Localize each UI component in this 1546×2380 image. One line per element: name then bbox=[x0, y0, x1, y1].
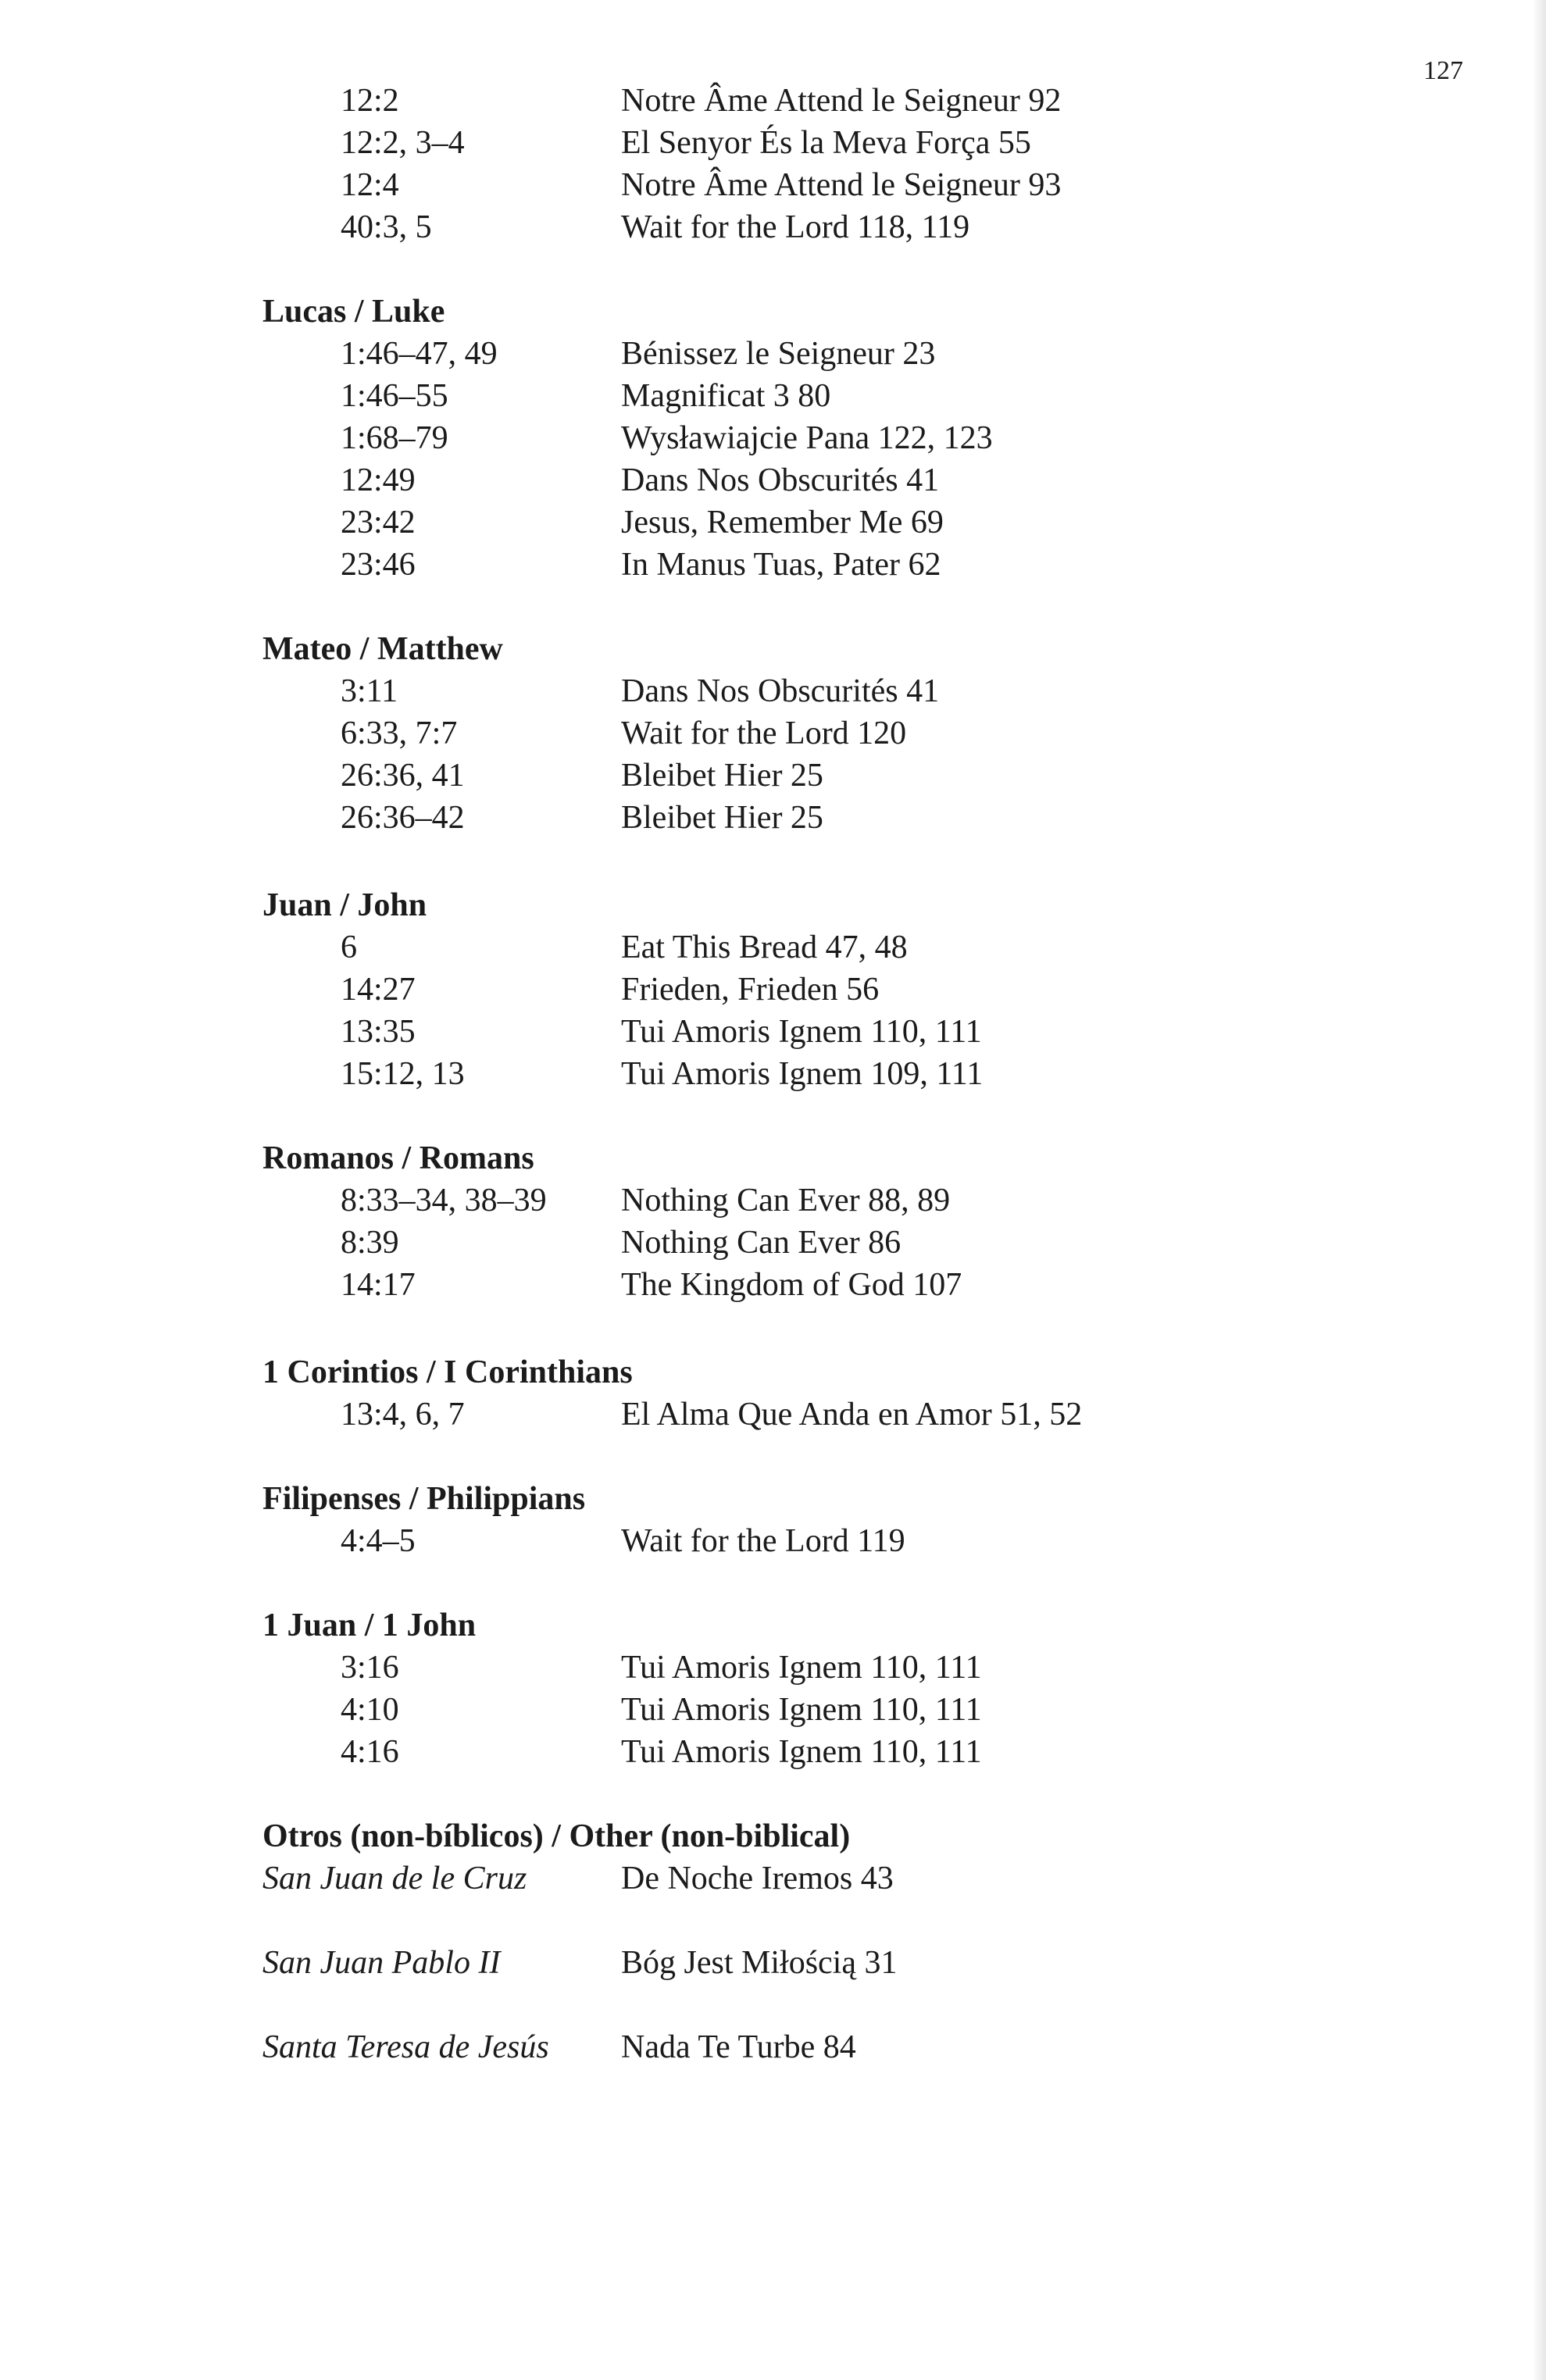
index-entry bbox=[262, 755, 1200, 797]
index-entry bbox=[262, 122, 1200, 164]
index-entry bbox=[262, 2026, 1200, 2068]
index-entry bbox=[262, 926, 1200, 969]
scripture-reference: 3:11 bbox=[341, 673, 398, 709]
scripture-reference: 8:39 bbox=[341, 1225, 399, 1261]
song-reference: Nada Te Turbe 84 bbox=[621, 2029, 856, 2065]
section-spacer bbox=[262, 1095, 1200, 1137]
scripture-reference: 15:12, 13 bbox=[341, 1056, 465, 1092]
song-reference: Tui Amoris Ignem 110, 111 bbox=[621, 1014, 982, 1050]
song-reference: Tui Amoris Ignem 110, 111 bbox=[621, 1734, 982, 1770]
song-reference: Wait for the Lord 120 bbox=[621, 715, 907, 751]
index-entry bbox=[262, 1179, 1200, 1222]
song-reference: Nothing Can Ever 88, 89 bbox=[621, 1183, 951, 1219]
scripture-reference: 12:4 bbox=[341, 167, 399, 203]
song-reference: Wysławiajcie Pana 122, 123 bbox=[621, 420, 993, 456]
scripture-reference: 40:3, 5 bbox=[341, 209, 432, 245]
scripture-reference: 4:16 bbox=[341, 1734, 399, 1770]
author-reference: San Juan Pablo II bbox=[262, 1945, 501, 1981]
index-entry bbox=[262, 1689, 1200, 1731]
index-entry bbox=[262, 1857, 1200, 1900]
entry-spacer bbox=[262, 1984, 1200, 2026]
entry-spacer bbox=[262, 1900, 1200, 1942]
song-reference: Frieden, Frieden 56 bbox=[621, 972, 880, 1008]
section-heading: Mateo / Matthew bbox=[262, 631, 503, 667]
song-reference: Bénissez le Seigneur 23 bbox=[621, 336, 936, 372]
section-heading: Juan / John bbox=[262, 887, 427, 923]
scripture-reference: 6:33, 7:7 bbox=[341, 715, 458, 751]
song-reference: Nothing Can Ever 86 bbox=[621, 1225, 902, 1261]
index-entry bbox=[262, 164, 1200, 206]
section-heading: Romanos / Romans bbox=[262, 1140, 534, 1176]
opening-entries bbox=[262, 80, 1200, 248]
section-1-john bbox=[262, 1604, 1200, 1773]
song-reference: El Senyor És la Meva Força 55 bbox=[621, 125, 1031, 161]
scripture-reference: 1:46–55 bbox=[341, 378, 448, 414]
scripture-reference: 13:35 bbox=[341, 1014, 416, 1050]
scripture-reference: 12:49 bbox=[341, 462, 416, 498]
section-spacer bbox=[262, 586, 1200, 628]
section-spacer bbox=[262, 1773, 1200, 1815]
index-entry bbox=[262, 670, 1200, 712]
index-entry bbox=[262, 206, 1200, 248]
song-reference: Bleibet Hier 25 bbox=[621, 758, 823, 794]
song-reference: Tui Amoris Ignem 109, 111 bbox=[621, 1056, 984, 1092]
index-entry bbox=[262, 417, 1200, 459]
scripture-reference: 4:4–5 bbox=[341, 1523, 416, 1559]
scripture-reference: 26:36, 41 bbox=[341, 758, 465, 794]
song-reference: Dans Nos Obscurités 41 bbox=[621, 462, 940, 498]
section-matthew bbox=[262, 628, 1200, 839]
scripture-reference: 1:46–47, 49 bbox=[341, 336, 498, 372]
song-reference: Notre Âme Attend le Seigneur 93 bbox=[621, 167, 1062, 203]
scripture-reference: 8:33–34, 38–39 bbox=[341, 1183, 547, 1219]
scripture-reference: 14:17 bbox=[341, 1267, 416, 1303]
song-reference: Tui Amoris Ignem 110, 111 bbox=[621, 1650, 982, 1686]
index-entry bbox=[262, 1393, 1200, 1436]
scripture-index bbox=[262, 80, 1200, 2068]
index-entry bbox=[262, 1942, 1200, 1984]
index-entry bbox=[262, 80, 1200, 122]
section-spacer bbox=[262, 1436, 1200, 1478]
song-reference: Wait for the Lord 118, 119 bbox=[621, 209, 970, 245]
scripture-reference: 4:10 bbox=[341, 1692, 399, 1728]
song-reference: Eat This Bread 47, 48 bbox=[621, 930, 908, 965]
index-entry bbox=[262, 1011, 1200, 1053]
index-entry bbox=[262, 1647, 1200, 1689]
section-heading: Otros (non-bíblicos) / Other (non-biblical) bbox=[262, 1818, 851, 1854]
section-spacer bbox=[262, 1306, 1200, 1351]
author-reference: Santa Teresa de Jesús bbox=[262, 2029, 549, 2065]
song-reference: De Noche Iremos 43 bbox=[621, 1861, 894, 1897]
scripture-reference: 26:36–42 bbox=[341, 800, 465, 836]
index-entry bbox=[262, 1731, 1200, 1773]
section-spacer bbox=[262, 839, 1200, 884]
song-reference: Magnificat 3 80 bbox=[621, 378, 831, 414]
scripture-reference: 14:27 bbox=[341, 972, 416, 1008]
page-number: 127 bbox=[1423, 56, 1463, 85]
scripture-reference: 1:68–79 bbox=[341, 420, 448, 456]
scripture-reference: 6 bbox=[341, 930, 357, 965]
section-heading: 1 Juan / 1 John bbox=[262, 1607, 477, 1643]
song-reference: Bóg Jest Miłością 31 bbox=[621, 1945, 898, 1981]
section-spacer bbox=[262, 1562, 1200, 1604]
song-reference: Wait for the Lord 119 bbox=[621, 1523, 905, 1559]
index-entry bbox=[262, 969, 1200, 1011]
song-reference: Bleibet Hier 25 bbox=[621, 800, 823, 836]
section-romans bbox=[262, 1137, 1200, 1306]
song-reference: Dans Nos Obscurités 41 bbox=[621, 673, 940, 709]
song-reference: The Kingdom of God 107 bbox=[621, 1267, 962, 1303]
index-entry bbox=[262, 544, 1200, 586]
page-edge-shadow bbox=[1532, 0, 1546, 2380]
index-entry bbox=[262, 375, 1200, 417]
song-reference: In Manus Tuas, Pater 62 bbox=[621, 547, 941, 583]
index-entry bbox=[262, 1222, 1200, 1264]
section-spacer bbox=[262, 248, 1200, 291]
section-others bbox=[262, 1815, 1200, 2068]
scripture-reference: 3:16 bbox=[341, 1650, 399, 1686]
index-entry bbox=[262, 1520, 1200, 1562]
index-entry bbox=[262, 712, 1200, 755]
scripture-reference: 13:4, 6, 7 bbox=[341, 1397, 465, 1433]
song-reference: Jesus, Remember Me 69 bbox=[621, 505, 944, 541]
section-philippians bbox=[262, 1478, 1200, 1562]
index-entry bbox=[262, 797, 1200, 839]
section-heading: Lucas / Luke bbox=[262, 294, 445, 330]
section-luke bbox=[262, 291, 1200, 586]
author-reference: San Juan de le Cruz bbox=[262, 1861, 527, 1897]
section-heading: 1 Corintios / I Corinthians bbox=[262, 1354, 633, 1390]
index-entry bbox=[262, 501, 1200, 544]
section-heading: Filipenses / Philippians bbox=[262, 1481, 586, 1517]
index-entry bbox=[262, 459, 1200, 501]
scripture-reference: 23:42 bbox=[341, 505, 416, 541]
song-reference: Notre Âme Attend le Seigneur 92 bbox=[621, 83, 1062, 119]
index-entry bbox=[262, 1264, 1200, 1306]
song-reference: El Alma Que Anda en Amor 51, 52 bbox=[621, 1397, 1083, 1433]
index-entry bbox=[262, 333, 1200, 375]
scripture-reference: 23:46 bbox=[341, 547, 416, 583]
scripture-reference: 12:2 bbox=[341, 83, 399, 119]
song-reference: Tui Amoris Ignem 110, 111 bbox=[621, 1692, 982, 1728]
index-entry bbox=[262, 1053, 1200, 1095]
section-1-corinthians bbox=[262, 1351, 1200, 1436]
section-john bbox=[262, 884, 1200, 1095]
scripture-reference: 12:2, 3–4 bbox=[341, 125, 465, 161]
